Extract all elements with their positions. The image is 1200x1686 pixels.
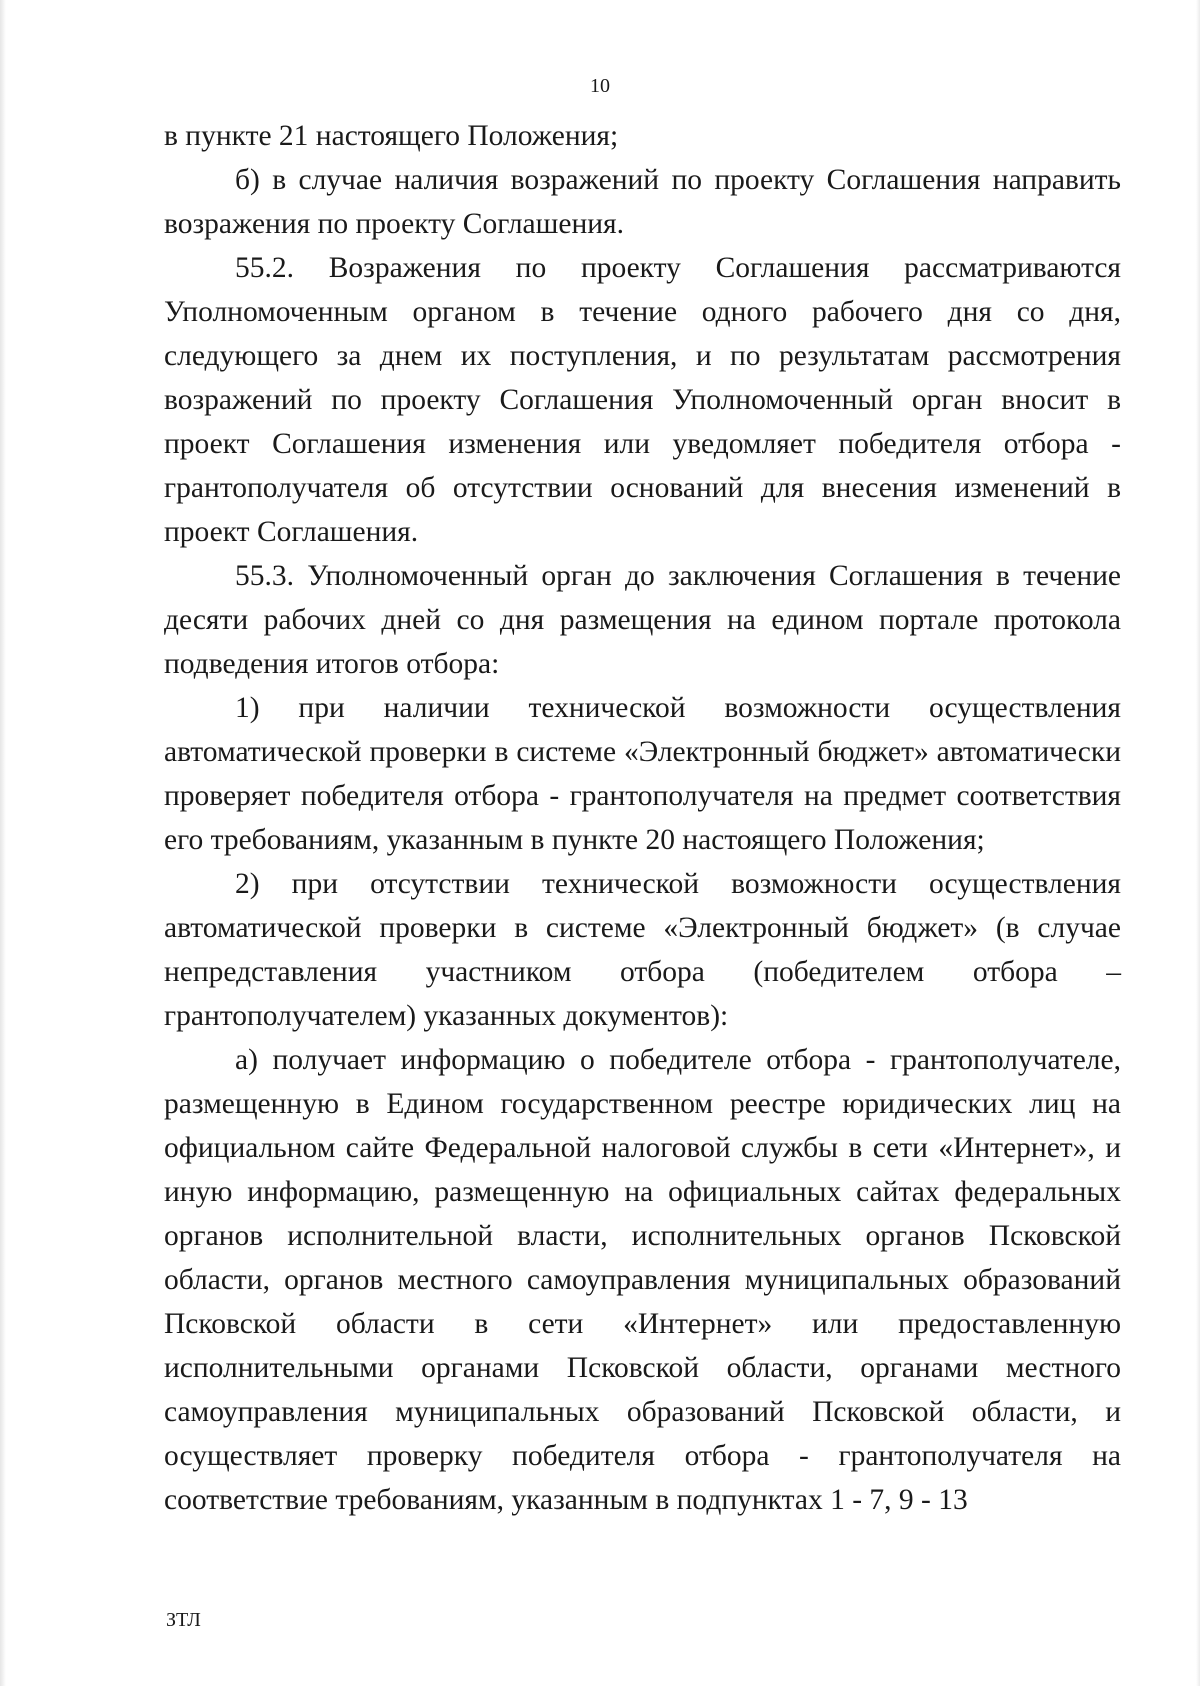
footer-code: ЗТЛ bbox=[166, 1609, 201, 1631]
document-body bbox=[164, 114, 1121, 1522]
scan-edge-left bbox=[0, 0, 6, 1686]
paragraph-item-2: 2) при отсутствии технической возможности осуществления автоматической проверки в системе «Электронный бюджет» (в случае непредставления участником отбора (победителем отбора – грантополучателем) указанных документов): bbox=[164, 868, 1121, 1032]
page-number: 10 bbox=[590, 75, 610, 97]
paragraph-55-3: 55.3. Уполномоченный орган до заключения Соглашения в течение десяти рабочих дней со дня размещения на едином портале протокола подведения итогов отбора: bbox=[164, 560, 1121, 680]
paragraph-continuation: в пункте 21 настоящего Положения; bbox=[164, 120, 619, 152]
paragraph-subitem-a: а) получает информацию о победителе отбора - грантополучателе, размещенную в Едином государственном реестре юридических лиц на официальном сайте Федеральной налоговой службы в сети «Интернет», и иную информацию, размещенную на официальных сайтах федеральных органов исполнительной власти, исполнительных органов Псковской области, органов местного самоуправления муниципальных образований Псковской области в сети «Интернет» или предоставленную исполнительными органами Псковской области, органами местного самоуправления муниципальных образований Псковской области, и осуществляет проверку победителя отбора - грантополучателя на соответствие требованиям, указанным в подпунктах 1 - 7, 9 - 13 bbox=[164, 1044, 1121, 1516]
scan-edge-right bbox=[1196, 0, 1200, 1686]
paragraph-item-1: 1) при наличии технической возможности осуществления автоматической проверки в системе «Электронный бюджет» автоматически проверяет победителя отбора - грантополучателя на предмет соответствия его требованиям, указанным в пункте 20 настоящего Положения; bbox=[164, 692, 1121, 856]
paragraph-55-2: 55.2. Возражения по проекту Соглашения рассматриваются Уполномоченным органом в течение одного рабочего дня со дня, следующего за днем их поступления, и по результатам рассмотрения возражений по проекту Соглашения Уполномоченный орган вносит в проект Соглашения изменения или уведомляет победителя отбора - грантополучателя об отсутствии оснований для внесения изменений в проект Соглашения. bbox=[164, 252, 1121, 548]
paragraph-subitem-b: б) в случае наличия возражений по проекту Соглашения направить возражения по проекту Соглашения. bbox=[164, 164, 1121, 240]
